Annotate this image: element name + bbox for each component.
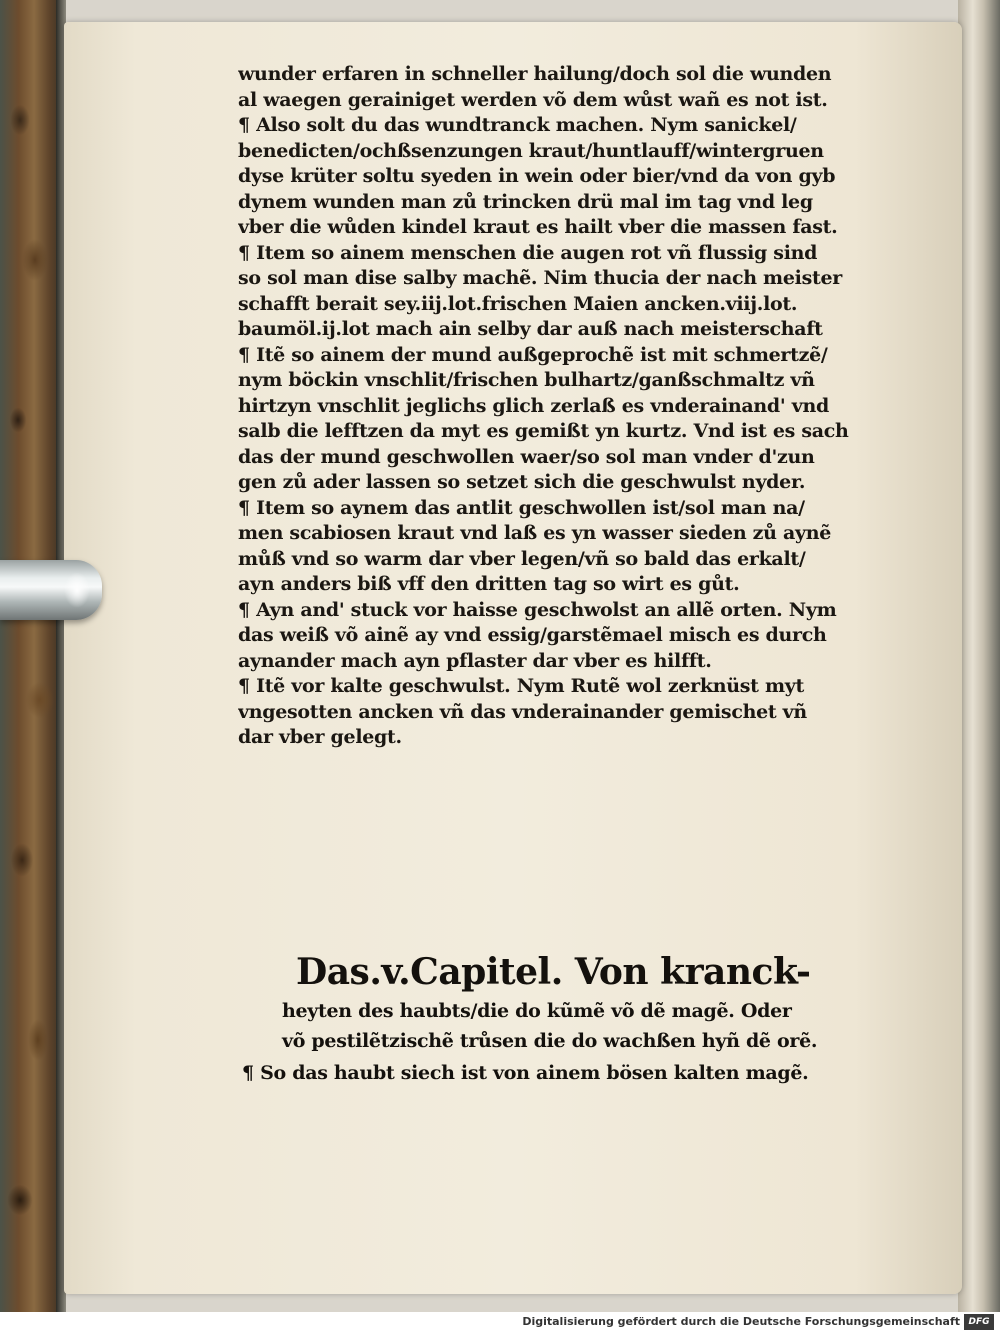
text-line: schafft berait sey.iij.lot.frischen Maien ancken.viij.lot. [238,292,798,315]
text-line: wunder erfaren in schneller hailung/doch sol die wunden [238,63,832,85]
text-line: gen zů ader lassen so setzet sich die geschwulst nyder. [238,471,806,493]
credit-text: Digitalisierung gefördert durch die Deutsche Forschungsgemeinschaft [522,1315,960,1328]
text-line: baumöl.ij.lot mach ain selby dar auß nach meisterschaft [238,318,823,340]
text-line: dyse krüter soltu syeden in wein oder bier/vnd da von gyb [238,165,836,187]
chapter-subtitle-line: võ pestilẽtzischẽ trůsen die do wachßen hyñ dẽ orẽ. [282,1030,818,1052]
text-line: ayn anders biß vff den dritten tag so wirt es gůt. [238,573,740,595]
marbled-cover [0,0,62,1312]
text-line: dynem wunden man zů trincken drü mal im tag vnd leg [238,190,813,213]
text-line: nym böckin vnschlit/frischen bulhartz/ganßschmaltz vñ [238,369,815,391]
text-line: ¶ Itẽ so ainem der mund außgeprochẽ ist mit schmertzẽ/ [238,343,828,366]
text-line: ¶ Also solt du das wundtranck machen. Nym sanickel/ [238,114,797,136]
text-line: ¶ Item so aynem das antlit geschwollen ist/sol man na/ [238,496,805,519]
text-line: ¶ Item so ainem menschen die augen rot vñ flussig sind [238,241,818,264]
text-line: so sol man dise salby machẽ. Nim thucia der nach meister [238,267,842,289]
chapter-title: Das.v.Capitel. Von kranck- [296,951,811,993]
text-line: dar vber gelegt. [238,726,402,748]
text-line: das weiß võ ainẽ ay vnd essig/garstẽmael misch es durch [238,624,827,646]
credit-bar [0,1312,1000,1332]
text-line: vber die wůden kindel kraut es hailt vber die massen fast. [238,216,838,238]
chapter-first-line: ¶ So das haubt siech ist von ainem bösen kalten magẽ. [242,1062,809,1084]
body-text [238,62,910,751]
text-line: men scabiosen kraut vnd laß es yn wasser sieden zů aynẽ [238,522,832,544]
text-line: můß vnd so warm dar vber legen/vñ so bald das erkalt/ [238,547,806,570]
clasp-highlight [64,572,90,608]
text-line: vngesotten ancken vñ das vnderainander gemischet vñ [238,700,807,723]
text-line: aynander mach ayn pflaster dar vber es hilfft. [238,649,712,672]
text-line: benedicten/ochßsenzungen kraut/huntlauff/wintergruen [238,139,824,162]
text-line: salb die lefftzen da myt es gemißt yn kurtz. Vnd ist es sach [238,420,849,442]
dfg-logo: DFG [964,1314,994,1330]
text-line: ¶ Itẽ vor kalte geschwulst. Nym Rutẽ wol zerknüst myt [238,675,804,697]
text-line: al waegen gerainiget werden võ dem wůst wañ es not ist. [238,88,828,111]
page-stack-edge [958,0,1000,1312]
chapter-subtitle-line: heyten des haubts/die do kũmẽ võ dẽ magẽ. Oder [282,1000,792,1022]
text-line: ¶ Ayn and' stuck vor haisse geschwolst an allẽ orten. Nym [238,598,837,621]
chapter-heading [238,948,910,1090]
text-line: hirtzyn vnschlit jeglichs glich zerlaß es vnderainand' vnd [238,394,829,417]
text-line: das der mund geschwollen waer/so sol man vnder d'zun [238,445,815,468]
